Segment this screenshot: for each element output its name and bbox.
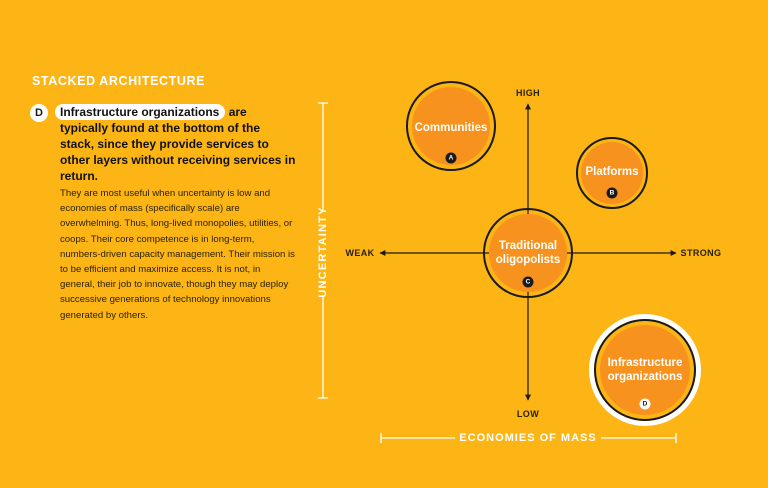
circle-b-badge: B (607, 188, 618, 199)
circle-c-label-line2: oligopolists (495, 254, 561, 266)
body-text: They are most useful when uncertainty is low and economies of mass (specifically scale) are overwhelming. Thus, long-lived monopolies, utilities, or coops. Their core competence is in long-term, numbers-driven capacity management. Their mission is to be efficient and maximize access. It is not, in general, their job to innovate, though they may deploy successive generations of technology innovations generated by others. (60, 188, 295, 321)
circle-d-label-line1: Infrastructure (607, 357, 683, 369)
circle-c-label (496, 239, 561, 267)
circle-d-badge: D (640, 399, 651, 410)
heading-highlight: Infrastructure organizations (55, 104, 225, 120)
circle-c-label-line1: Traditional (498, 240, 558, 252)
circle-d-label-line2: organizations (607, 371, 683, 383)
axis-label-high: HIGH (515, 88, 541, 98)
circle-a-badge: A (446, 153, 457, 164)
circle-a-label: Communities (414, 122, 488, 134)
axis-label-strong: STRONG (680, 248, 722, 258)
uncertainty-label: UNCERTAINTY (317, 206, 329, 298)
economies-of-mass-label: ECONOMIES OF MASS (459, 432, 597, 444)
axis-label-weak: WEAK (345, 248, 375, 258)
circle-d-label (608, 356, 683, 384)
letter-badge-d: D (30, 104, 48, 122)
axis-label-low: LOW (516, 409, 540, 419)
circle-c-badge: C (523, 277, 534, 288)
circle-b-label: Platforms (585, 166, 639, 178)
section-title: STACKED ARCHITECTURE (32, 74, 206, 88)
heading-rest: are typically found at the bottom of the stack, since they provide services to other layers without receiving services in return. (60, 105, 296, 183)
